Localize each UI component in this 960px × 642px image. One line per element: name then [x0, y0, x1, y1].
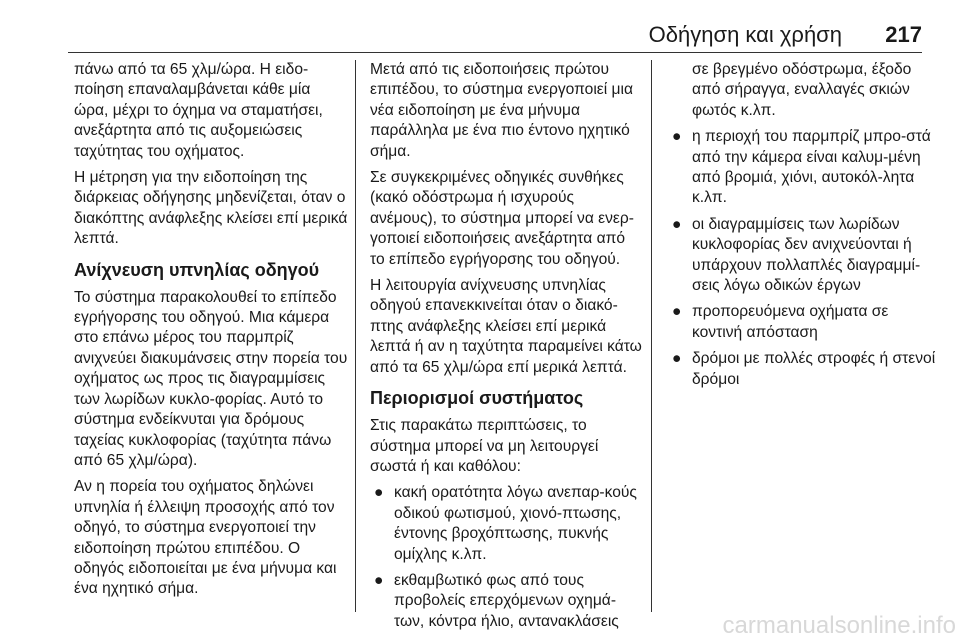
paragraph: Μετά από τις ειδοποιήσεις πρώτου επιπέδου, το σύστημα ενεργοποιεί μια νέα ειδοποίηση με ένα μήνυμα παράλληλα με ένα πιο έντονο ηχητικό σήμα.: [370, 61, 634, 160]
bullet-icon: ●: [672, 350, 682, 368]
page-number: 217: [885, 22, 922, 47]
list-item: [668, 302, 938, 343]
list-item-text: οι διαγραμμίσεις των λωρίδων κυκλοφορίας δεν ανιχνεύονται ή υπάρχουν πολλαπλές διαγραμμί-σεις λόγω οδικών έργων: [692, 215, 921, 295]
column-left: [74, 60, 348, 606]
list-item-text: κακή ορατότητα λόγω ανεπαρ-κούς οδικού φωτισμού, χιονό-πτωσης, έντονης βροχόπτωσης, πυκνής ομίχλης κ.λπ.: [394, 484, 637, 563]
paragraph: Σε συγκεκριμένες οδηγικές συνθήκες (κακό οδόστρωμα ή ισχυρούς ανέμους), το σύστημα μπορεί να ενερ-γοποιεί ειδοποιήσεις ανεξάρτητα από το επίπεδο εγρήγορσης του οδηγού.: [370, 169, 634, 268]
bullet-icon: ●: [374, 484, 384, 502]
section-title: Οδήγηση και χρήση: [648, 22, 842, 47]
bullet-icon: ●: [672, 215, 682, 233]
list-item-text: δρόμοι με πολλές στροφές ή στενοί δρόμοι: [692, 350, 936, 388]
list-item: [668, 215, 938, 297]
list-item-continuation: σε βρεγμένο οδόστρωμα, έξοδο από σήραγγα, εναλλαγές σκιών φωτός κ.λπ.: [692, 61, 912, 119]
list-item: [370, 483, 642, 565]
list-item-text: προπορευόμενα οχήματα σε κοντινή απόσταση: [692, 303, 889, 341]
header-divider: [68, 52, 922, 53]
paragraph: Το σύστημα παρακολουθεί το επίπεδο εγρήγορσης του οδηγού. Μια κάμερα στο επάνω μέρος του παρμπρίζ ανιχνεύει διακυμάνσεις στην πορεία του οχήματος ως προς τις διαγραμμίσεις των λωρίδων κυκλο-φορίας. Αυτό το σύστημα ενδείκνυται για δρόμους ταχείας κυκλοφορίας (ταχύτητα πάνω από 65 χλμ/ώρα).: [74, 288, 348, 469]
column-divider: [355, 60, 356, 612]
list-item: [668, 127, 938, 209]
watermark: carmanualsonline.info: [722, 612, 956, 639]
page-header: [68, 0, 922, 54]
bullet-icon: ●: [374, 571, 384, 589]
list-item-text: εκθαμβωτικό φως από τους προβολείς επερχόμενων οχημά-των, κόντρα ήλιο, αντανακλάσεις: [394, 571, 619, 630]
bullet-icon: ●: [672, 303, 682, 321]
paragraph: Η λειτουργία ανίχνευσης υπνηλίας οδηγού επανεκκινείται όταν ο διακό-πτης ανάφλεξης κλείσει επί μερικά λεπτά ή αν η ταχύτητα παραμείνει κάτω από τα 65 χλμ/ώρα επί μερικά λεπτά.: [370, 277, 642, 376]
bullet-icon: ●: [672, 128, 682, 146]
bullet-list: [370, 483, 642, 632]
bullet-list: [668, 127, 938, 390]
section-heading: Περιορισμοί συστήματος: [370, 388, 584, 409]
list-item-text: η περιοχή του παρμπρίζ μπρο-στά από την κάμερα είναι καλυμ-μένη από βρομιά, χιόνι, αυτοκόλ-λητα κ.λπ.: [692, 128, 931, 207]
column-middle: [370, 60, 642, 638]
list-item: [370, 571, 642, 632]
paragraph: πάνω από τα 65 χλμ/ώρα. Η ειδο-ποίηση επαναλαμβάνεται κάθε μία ώρα, μέχρι το όχημα να σταματήσει, ανεξάρτητα από τις αυξομειώσεις ταχύτητας του οχήματος.: [74, 61, 323, 160]
section-heading: Ανίχνευση υπνηλίας οδηγού: [74, 259, 320, 280]
column-right: [668, 60, 938, 396]
paragraph: Αν η πορεία του οχήματος δηλώνει υπνηλία ή έλλειψη προσοχής από τον οδηγό, το σύστημα ενεργοποιεί την ειδοποίηση πρώτου επιπέδου. Ο οδηγός ειδοποιείται με ένα μήνυμα και ένα ηχητικό σήμα.: [74, 478, 337, 598]
list-item: [668, 349, 938, 390]
paragraph: Στις παρακάτω περιπτώσεις, το σύστημα μπορεί να μη λειτουργεί σωστά ή και καθόλου:: [370, 417, 599, 475]
paragraph: Η μέτρηση για την ειδοποίηση της διάρκειας οδήγησης μηδενίζεται, όταν ο διακόπτης ανάφλεξης κλείσει επί μερικά λεπτά.: [74, 169, 348, 248]
column-divider: [651, 60, 652, 612]
